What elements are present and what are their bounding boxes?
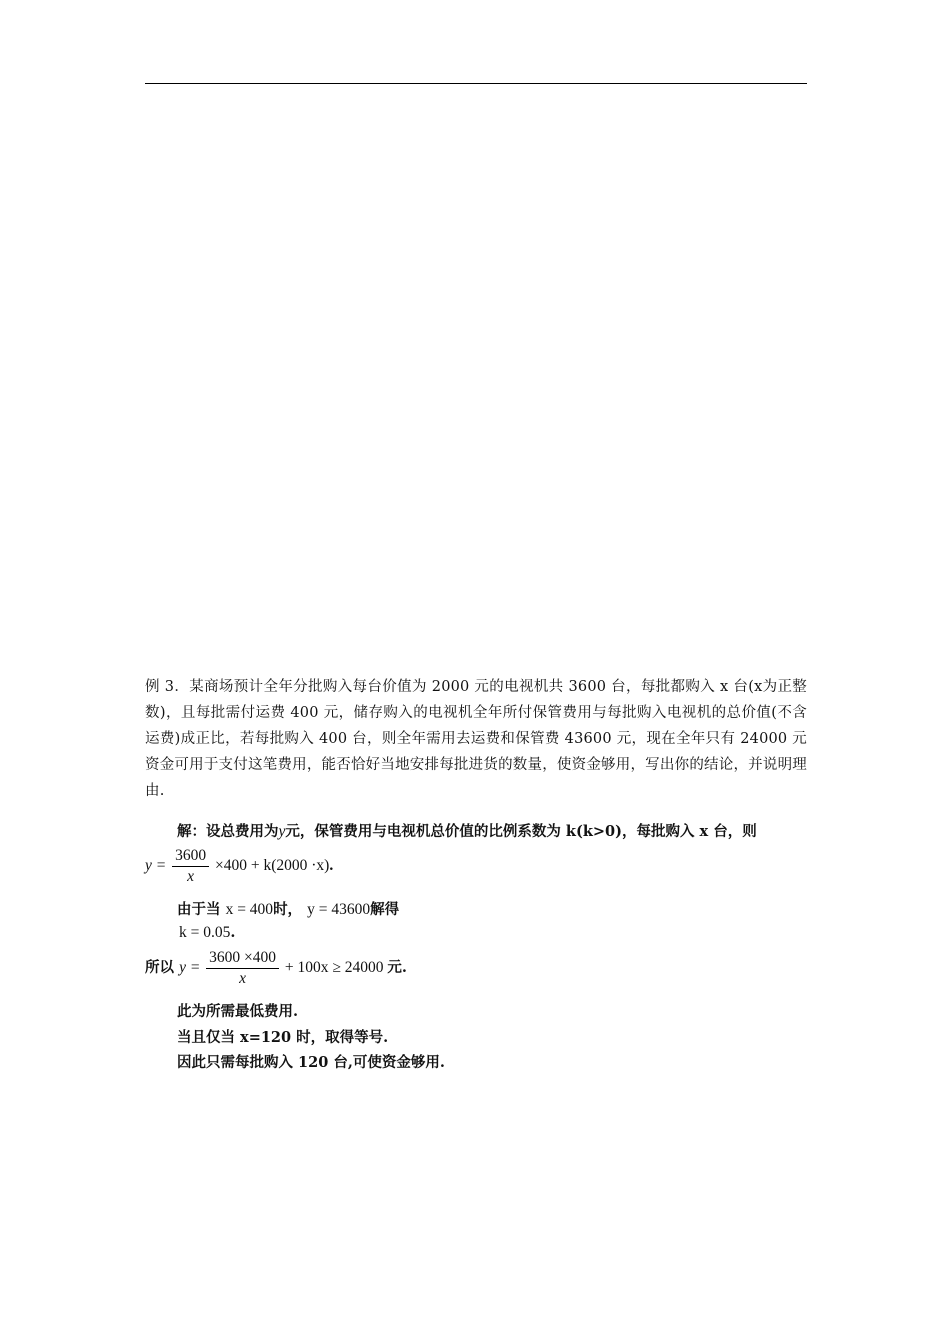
eq2-numerator: 3600 ×400 <box>206 948 279 969</box>
line2-cond1: x = 400 <box>225 901 274 918</box>
line2-cond2: y = 43600 <box>307 901 371 918</box>
solution-min-cost-note: 此为所需最低费用. <box>177 1003 299 1020</box>
equation-min-cost <box>145 948 407 989</box>
eq1-numerator: 3600 <box>172 846 209 867</box>
solution-intro-rest: 元，保管费用与电视机总价值的比例系数为 k(k>0)，每批购入 x 台，则 <box>285 823 757 840</box>
line4-suffix: 元. <box>387 959 407 977</box>
line2-prefix: 由于当 <box>177 901 221 918</box>
solution-intro-label: 解：设总费用为 <box>177 823 279 840</box>
line2-suffix: 解得 <box>370 901 400 918</box>
solution-conclusion: 因此只需每批购入 120 台,可使资金够用. <box>177 1054 445 1071</box>
line4-prefix: 所以 <box>145 959 174 977</box>
solution-k-value <box>179 924 235 942</box>
equation-total-cost <box>145 846 333 887</box>
eq1-fraction <box>172 846 209 887</box>
eq2-denominator: x <box>239 970 247 987</box>
k-expression: k = 0.05 <box>179 924 231 941</box>
eq1-denominator: x <box>187 868 195 885</box>
solution-intro <box>177 820 757 841</box>
header-rule <box>145 83 807 84</box>
intro-variable: y <box>278 823 286 840</box>
eq2-rest: + 100x ≥ 24000 <box>284 959 384 977</box>
eq1-lhs: y = <box>145 857 167 875</box>
eq2-lhs: y = <box>179 959 201 977</box>
line2-mid: 时， <box>273 901 303 918</box>
solution-condition-line <box>177 898 399 919</box>
solution-equality-note: 当且仅当 x=120 时，取得等号. <box>177 1029 389 1046</box>
eq2-fraction <box>206 948 279 989</box>
eq1-rest: ×400 + k(2000 ·x) <box>214 857 330 875</box>
eq1-end: . <box>329 857 334 875</box>
k-end: . <box>230 924 236 941</box>
problem-text: 例 3．某商场预计全年分批购入每台价值为 2000 元的电视机共 3600 台，每批都购入 x 台(x为正整数)，且每批需付运费 400 元，储存购入的电视机全年所付保管费用与每批购入电视机的总价值(不含运费)成正比，若每批购入 400 台，则全年需用去运费和保管费 43600 元，现在全年只有 24000 元资金可用于支付这笔费用，能否恰好当地安排每批进货的数量，使资金够用，写出你的结论，并说明理由. <box>145 679 807 799</box>
